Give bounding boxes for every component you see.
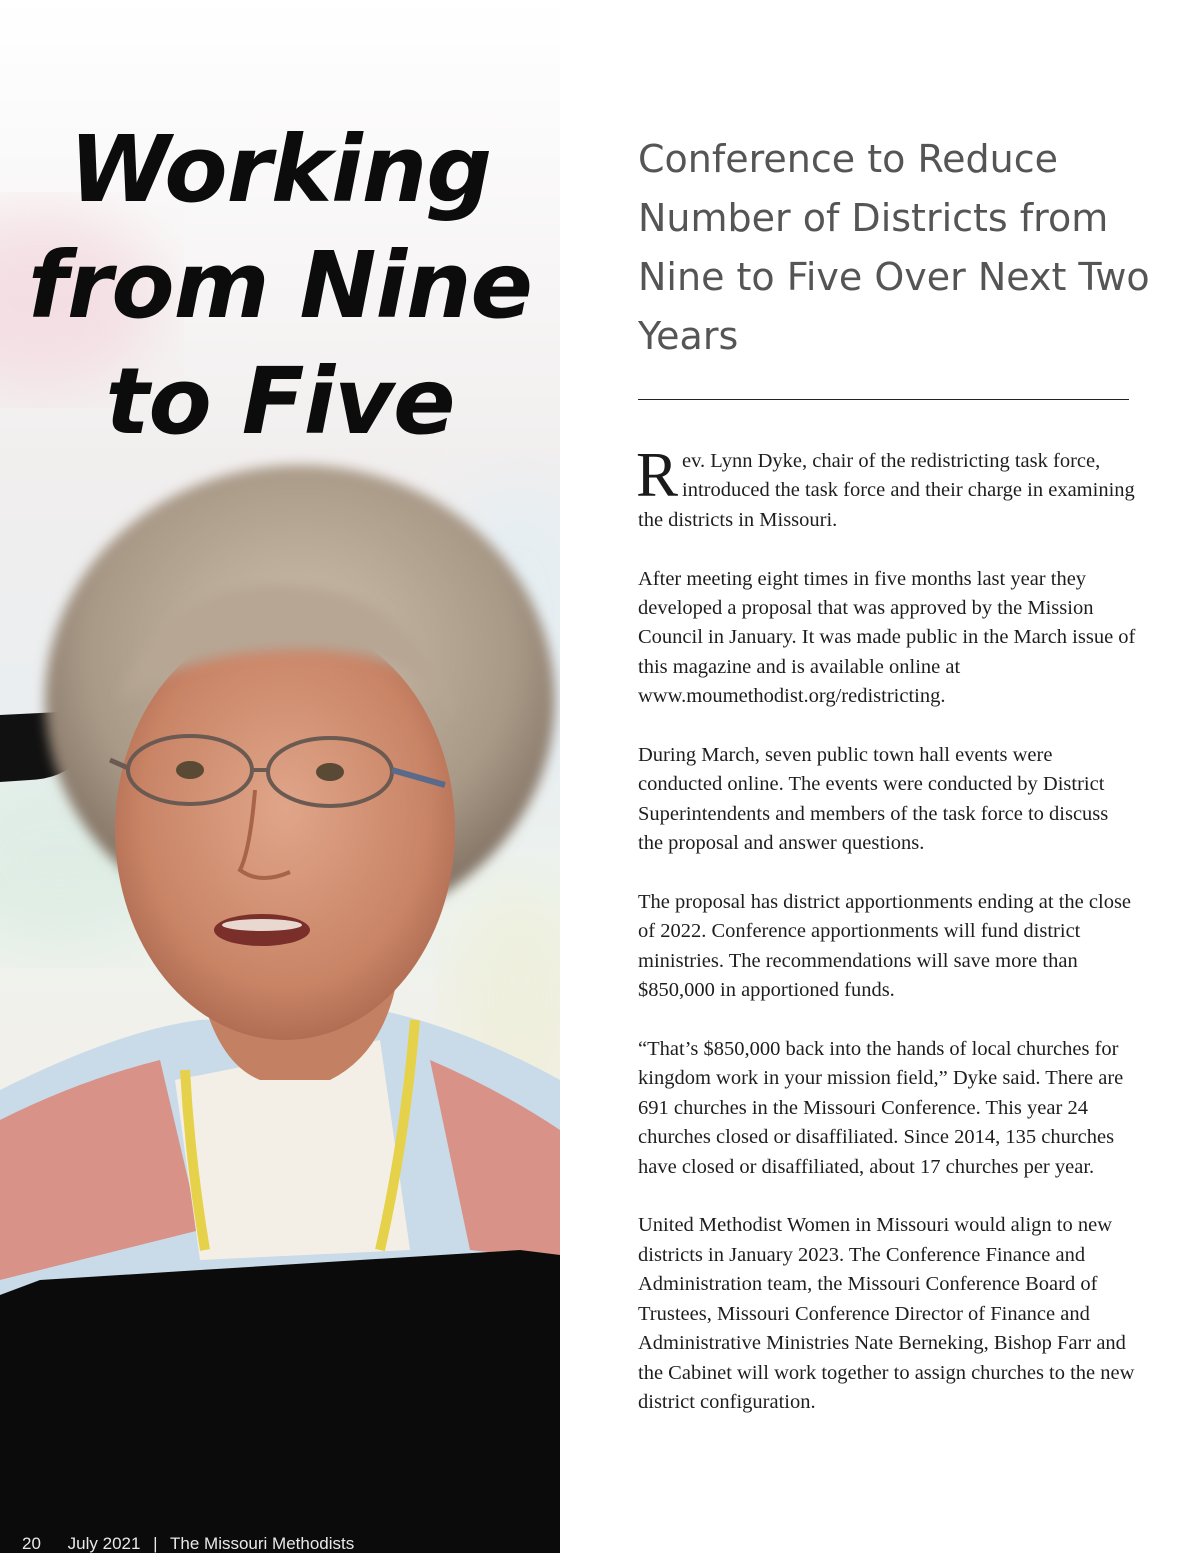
paragraph-3: During March, seven public town hall events were conducted online. The events were conducted by District Superintendents and members of the task force to discuss the proposal and answer questions. xyxy=(638,744,1109,855)
paragraph-5: “That’s $850,000 back into the hands of local churches for kingdom work in your mission field,” Dyke said. There are 691 churches in the Missouri Conference. This year 24 churches closed or disaffiliated. Since 2014, 135 churches have closed or disaffiliated, about 17 churches per year. xyxy=(638,1038,1124,1178)
publication-name: The Missouri Methodists xyxy=(170,1534,355,1553)
issue-date: July 2021 xyxy=(67,1534,141,1553)
drop-cap: R xyxy=(636,440,679,510)
paragraph-1-text: ev. Lynn Dyke, chair of the redistricting task force, introduced the task force and their charge in examining the districts in Missouri. xyxy=(638,450,1135,531)
page-number: 20 xyxy=(22,1534,41,1553)
article-body xyxy=(636,440,1138,1447)
page-footer xyxy=(22,1534,354,1554)
footer-separator: | xyxy=(153,1534,158,1553)
paragraph-4: The proposal has district apportionments ending at the close of 2022. Conference apportionments will fund district ministries. The recommendations will save more than $850,000 in apportioned funds. xyxy=(638,891,1132,1002)
headline xyxy=(0,112,560,460)
headline-line-3: to Five xyxy=(105,348,455,455)
paragraph-6: United Methodist Women in Missouri would align to new districts in January 2023. The Conference Finance and Administration team, the Missouri Conference Board of Trustees, Missouri Conference Director of Finance and Administrative Ministries Nate Berneking, Bishop Farr and the Cabinet will work together to assign churches to the new district configuration. xyxy=(638,1214,1135,1413)
article-subhead: Conference to Reduce Number of Districts from Nine to Five Over Next Two Years xyxy=(638,137,1150,358)
paragraph-2: After meeting eight times in five months last year they developed a proposal that was approved by the Mission Council in January. It was made public in the March issue of this magazine and is available online at www.moumethodist.org/redistricting. xyxy=(638,567,1136,708)
paragraph-1 xyxy=(636,440,1138,535)
headline-line-2: from Nine xyxy=(28,232,532,339)
divider xyxy=(638,399,1129,400)
headline-line-1: Working xyxy=(68,116,492,223)
